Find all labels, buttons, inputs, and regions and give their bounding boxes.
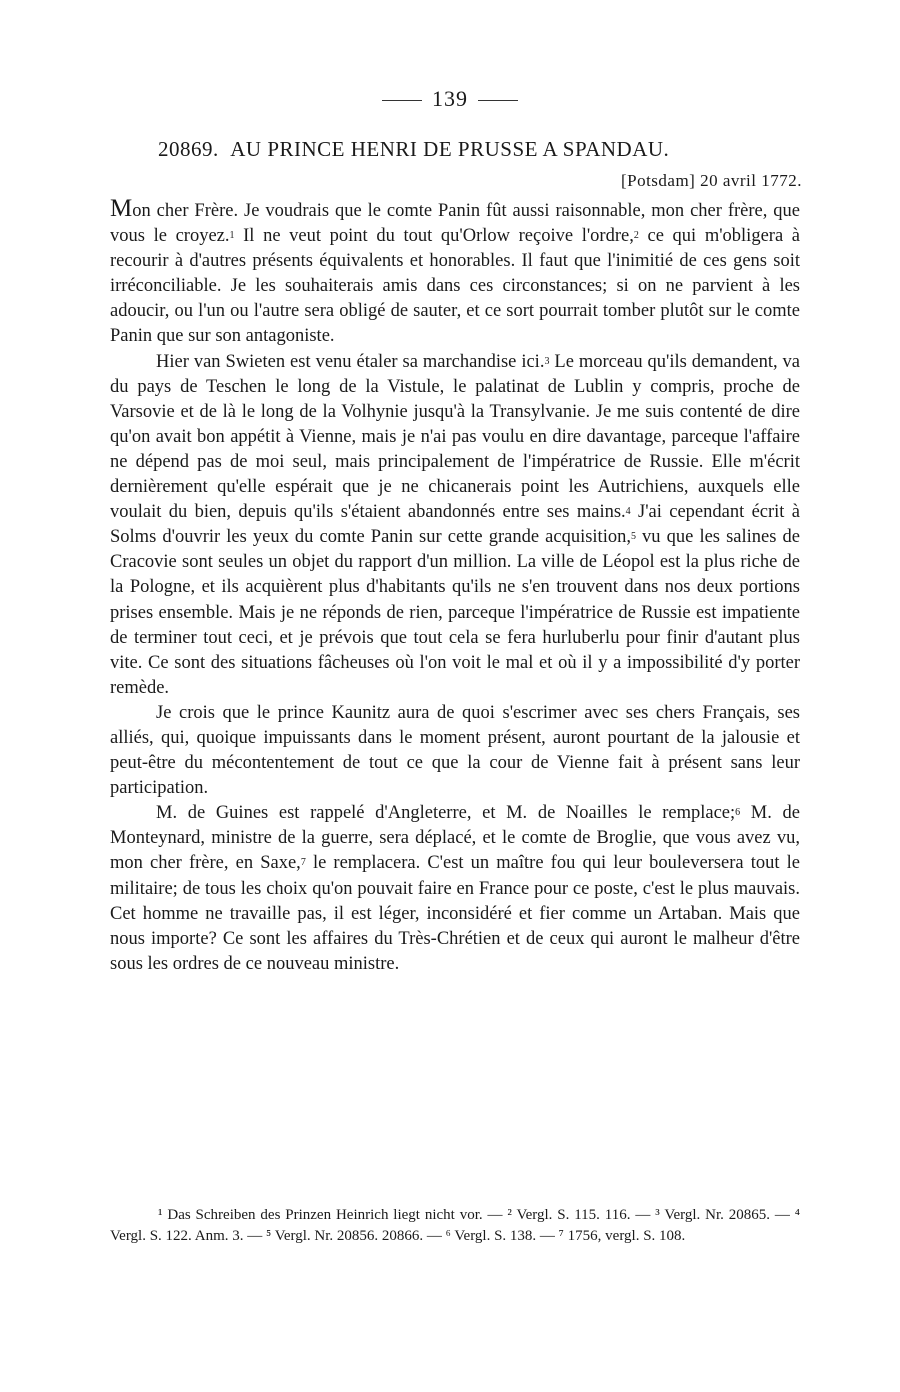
paragraph-segment: on cher Frère. Je voudrais que le comte Panin fût aussi raisonnable, mon cher frère, que vous le croyez. xyxy=(110,201,800,247)
footnotes-text: ¹ Das Schreiben des Prinzen Heinrich liegt nicht vor. — ² Vergl. S. 115. 116. — ³ Vergl. Nr. 20865. — ⁴ Vergl. S. 122. Anm. 3. — ⁵ Vergl. Nr. 20856. 20866. — ⁶ Vergl. S. 138. — ⁷ 1756, vergl. S. 108. xyxy=(110,1207,800,1244)
page-number-right-rule xyxy=(478,100,518,101)
letter-title: AU PRINCE HENRI DE PRUSSE A SPANDAU. xyxy=(230,137,670,161)
letter-heading xyxy=(158,137,810,162)
paragraph-segment: le remplacera. C'est un maître fou qui leur bouleversera tout le militaire; de tous les choix qu'on pouvait faire en France pour ce poste, c'est le plus mauvais. Cet homme ne travaille pas, il est léger, inconsidéré et fier comme un Artaban. Mais que nous importe? Ce sont les affaires du Très-Chrétien et de ceux qui auront le malheur d'être sous les ordres de ce nouveau ministre. xyxy=(110,853,800,974)
paragraph-segment: M. de Guines est rappelé d'Angleterre, et M. de Noailles le remplace; xyxy=(156,803,736,824)
footnote-mark: 1 xyxy=(229,230,235,242)
page-number-line xyxy=(0,86,900,112)
footnote-mark: 3 xyxy=(544,355,550,367)
paragraph-segment: Hier van Swieten est venu étaler sa marchandise ici. xyxy=(156,351,545,372)
paragraph-segment: vu que les salines de Cracovie sont seules un objet du rapport d'un million. La ville de Léopol est la plus riche de la Pologne, et ils acquièrent plus d'habitants qu'ils ne s'en trouvent dans nos deux portions prises ensemble. Mais je ne réponds de rien, parceque l'impératrice de Russie est impatiente de terminer tout ceci, et je prévois que tout cela se fera hurluberlu pour finir d'autant plus vite. Ce sont des situations fâcheuses où l'on voit le mal et où il y a impossibilité d'y porter remède. xyxy=(110,527,800,698)
footnote-mark: 6 xyxy=(735,807,741,819)
drop-cap: M xyxy=(110,195,133,222)
footnote-mark: 2 xyxy=(633,230,639,242)
page-number-left-rule xyxy=(382,100,422,101)
letter-number: 20869. xyxy=(158,137,219,161)
paragraph-segment: Je crois que le prince Kaunitz aura de quoi s'escrimer avec ses chers Français, ses alliés, qui, quoique impuissants dans le moment présent, auront pourtant de la jalousie et peut-être du mécontentement de tout ce que la cour de Vienne fait à présent sans leur participation. xyxy=(110,702,800,799)
paragraph-segment: Le morceau qu'ils demandent, va du pays de Teschen le long de la Vistule, le palatinat de Lublin y compris, proche de Varsovie et de là le long de la Volhynie jusqu'à la Transylvanie. Je me suis contenté de dire qu'on avait bon appétit à Vienne, mais je n'ai pas voulu en dire davantage, parceque l'affaire ne dépend pas de moi seul, mais principalement de l'impératrice de Russie. Elle m'écrit dernièrement qu'elle espérait que je ne chicanerais point les Autrichiens, auxquels elle voulait du bien, depuis qu'ils s'étaient abandonnés entre ses mains. xyxy=(110,351,801,523)
paragraph-segment: Il ne veut point du tout qu'Orlow reçoive l'ordre, xyxy=(234,226,634,247)
paragraph-1 xyxy=(110,196,800,350)
paragraph-4 xyxy=(110,801,800,977)
footnote-mark: 5 xyxy=(630,531,636,543)
paragraph-segment: M. de Monteynard, ministre de la guerre, sera déplacé, et le comte de Broglie, que vous avez vu, mon cher frère, en Saxe, xyxy=(110,803,800,874)
footnotes xyxy=(110,1205,800,1246)
paragraph-3 xyxy=(110,701,800,801)
paragraph-segment: ce qui m'obligera à recourir à d'autres présents équivalents et honorables. Il faut que l'inimitié de ces gens soit irréconciliable. Je les souhaiterais amis dans ces circonstances; si on ne parvient à les adoucir, ou l'un ou l'autre sera obligé de sauter, et ce sort pourrait tomber plutôt sur le comte Panin que sur son antagoniste. xyxy=(110,226,801,347)
letter-body xyxy=(110,196,800,977)
letter-dateline: [Potsdam] 20 avril 1772. xyxy=(620,171,802,190)
footnote-mark: 4 xyxy=(625,506,631,518)
page-number: 139 xyxy=(432,86,468,111)
footnote-mark: 7 xyxy=(300,857,306,869)
paragraph-2 xyxy=(110,350,800,701)
paragraph-segment: J'ai cependant écrit à Solms d'ouvrir les yeux du comte Panin sur cette grande acquisition, xyxy=(110,502,800,548)
